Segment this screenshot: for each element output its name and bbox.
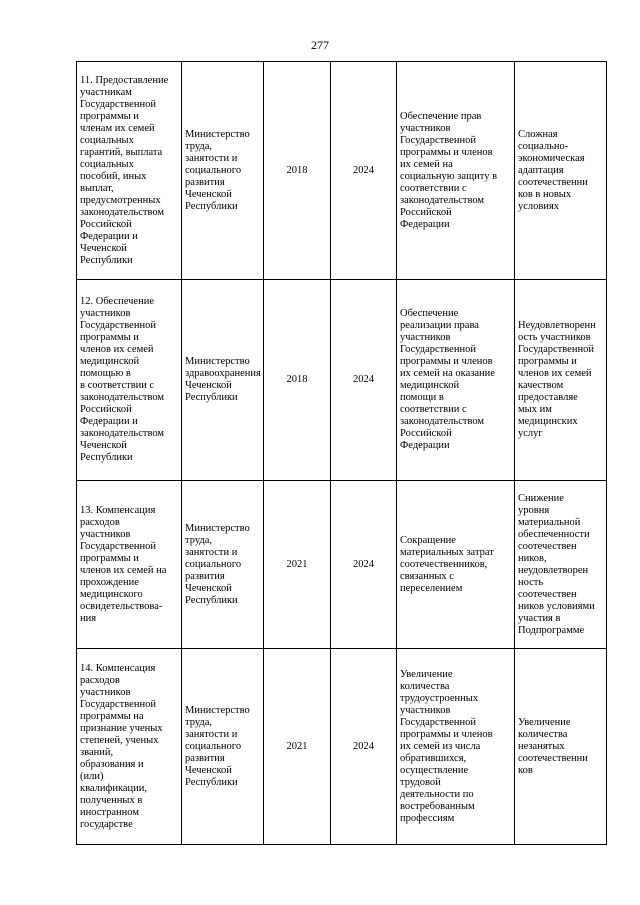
executor-cell: Министерство труда, занятости и социального развития Чеченской Республики xyxy=(182,481,264,649)
executor-cell: Министерство труда, занятости и социального развития Чеченской Республики xyxy=(182,649,264,845)
start-year-cell: 2018 xyxy=(264,62,331,280)
table-row xyxy=(77,280,607,481)
consequence-cell: Сложная социально- экономическая адаптация соотечественни ков в новых условиях xyxy=(515,62,607,280)
end-year-cell: 2024 xyxy=(331,62,397,280)
consequence-cell: Снижение уровня материальной обеспеченности соотечествен ников, неудовлетворен ность соотечествен ников условиями участия в Подпрограмме xyxy=(515,481,607,649)
executor-cell: Министерство труда, занятости и социального развития Чеченской Республики xyxy=(182,62,264,280)
page-number: 277 xyxy=(311,38,329,52)
result-cell: Обеспечение реализации права участников Государственной программы и членов их семей на оказание медицинской помощи в соответствии с законодательством Российской Федерации xyxy=(397,280,515,481)
table-row xyxy=(77,649,607,845)
end-year-cell: 2024 xyxy=(331,649,397,845)
measure-cell: 14. Компенсация расходов участников Государственной программы на признание ученых степеней, ученых званий, образования и (или) квалификации, полученных в иностранном государстве xyxy=(77,649,182,845)
consequence-cell: Увеличение количества незанятых соотечественни ков xyxy=(515,649,607,845)
end-year-cell: 2024 xyxy=(331,481,397,649)
measure-cell: 13. Компенсация расходов участников Государственной программы и членов их семей на прохождение медицинского освидетельствова- ния xyxy=(77,481,182,649)
start-year-cell: 2018 xyxy=(264,280,331,481)
result-cell: Обеспечение прав участников Государственной программы и членов их семей на социальную защиту в соответствии с законодательством Российской Федерации xyxy=(397,62,515,280)
result-cell: Сокращение материальных затрат соотечественников, связанных с переселением xyxy=(397,481,515,649)
table-row xyxy=(77,481,607,649)
executor-cell: Министерство здравоохранения Чеченской Республики xyxy=(182,280,264,481)
measure-cell: 11. Предоставление участникам Государственной программы и членам их семей социальных гарантий, выплата социальных пособий, иных выплат, предусмотренных законодательством Российской Федерации и Чеченской Республики xyxy=(77,62,182,280)
table-row xyxy=(77,62,607,280)
start-year-cell: 2021 xyxy=(264,649,331,845)
consequence-cell: Неудовлетворенн ость участников Государственной программы и членов их семей качеством предоставляе мых им медицинских услуг xyxy=(515,280,607,481)
end-year-cell: 2024 xyxy=(331,280,397,481)
start-year-cell: 2021 xyxy=(264,481,331,649)
measure-cell: 12. Обеспечение участников Государственной программы и членов их семей медицинской помощью в в соответствии с законодательством Российской Федерации и законодательством Чеченской Республики xyxy=(77,280,182,481)
result-cell: Увеличение количества трудоустроенных участников Государственной программы и членов их семей из числа обратившихся, осуществление трудовой деятельности по востребованным профессиям xyxy=(397,649,515,845)
measures-table-body xyxy=(77,62,607,845)
measures-table xyxy=(76,61,607,845)
